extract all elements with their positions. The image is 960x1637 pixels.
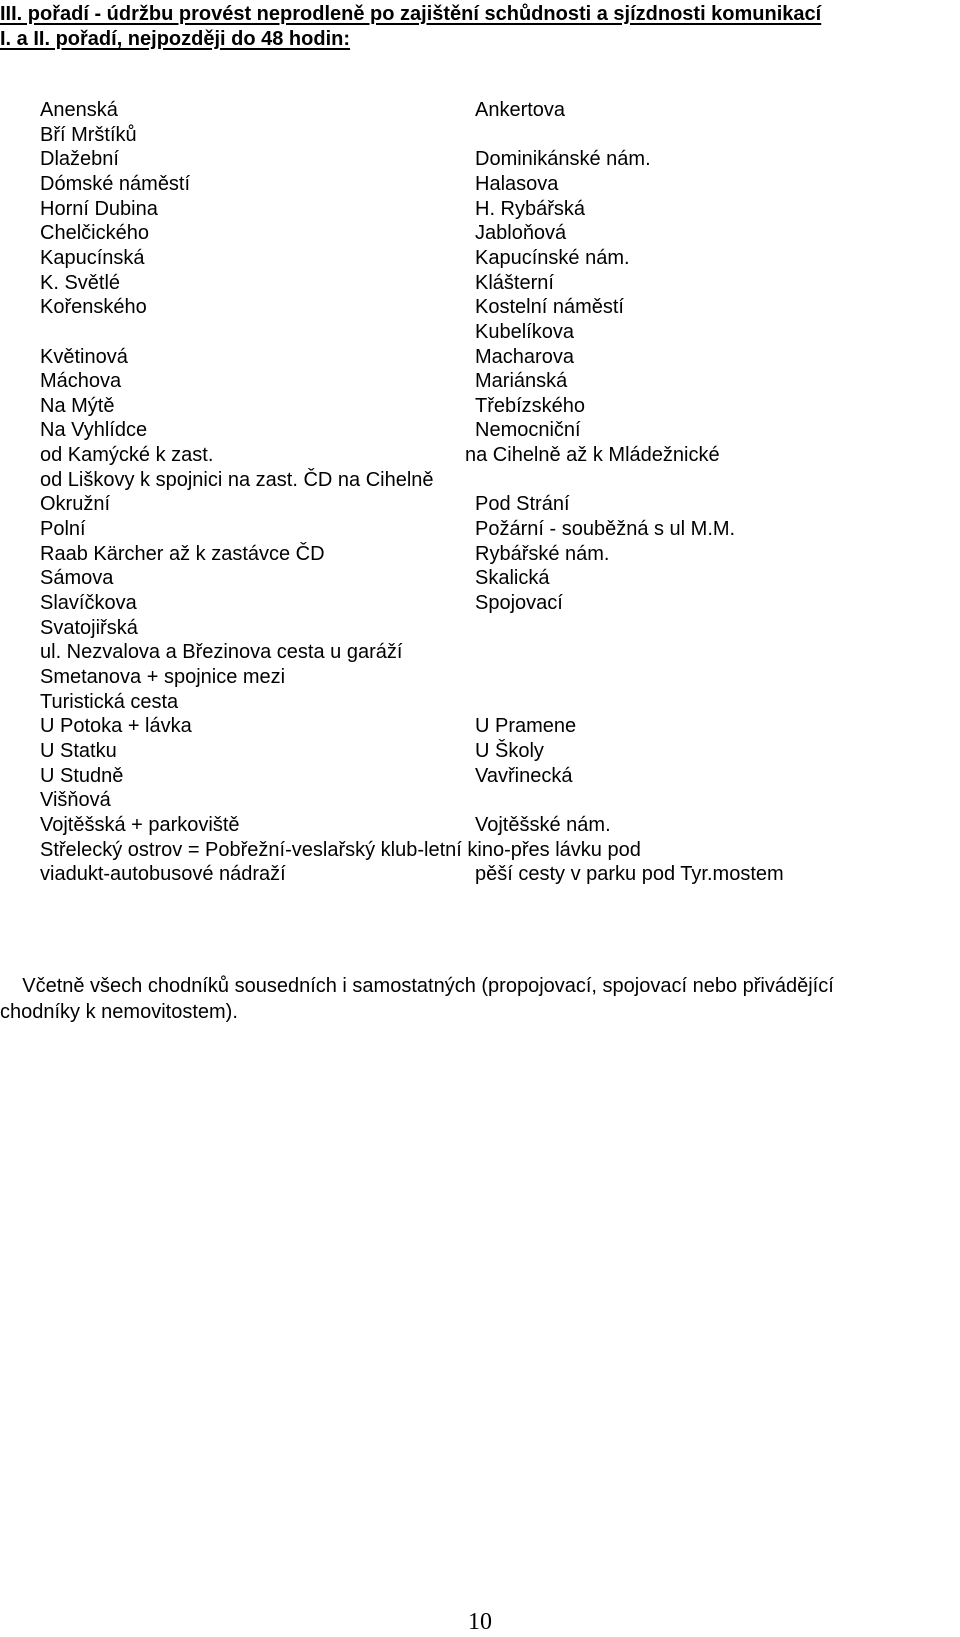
heading-line-1: III. pořadí - údržbu provést neprodleně po zajištění schůdnosti a sjízdnosti komunikací (0, 3, 822, 25)
street-left: Květinová (40, 345, 128, 368)
street-right: Rybářské nám. (475, 542, 610, 565)
street-left: Horní Dubina (40, 197, 158, 220)
street-right: Mariánská (475, 370, 568, 393)
street-row (0, 862, 960, 887)
street-right: pěší cesty v parku pod Tyr.mostem (475, 863, 784, 886)
street-left: Dómské náměstí (40, 172, 191, 195)
street-left: Máchova (40, 370, 122, 393)
street-row (0, 221, 960, 246)
street-row (0, 172, 960, 197)
street-row (0, 320, 960, 345)
street-row (0, 838, 960, 863)
street-right: Vojtěšské nám. (475, 813, 611, 836)
street-left: Smetanova + spojnice mezi (40, 665, 286, 688)
page-number: 10 (468, 1609, 492, 1635)
street-left: U Potoka + lávka (40, 715, 192, 738)
footnote (0, 973, 960, 1025)
street-row (0, 566, 960, 591)
street-left: Kořenského (40, 296, 147, 319)
street-right: Klášterní (475, 271, 554, 294)
street-right: Ankertova (475, 99, 566, 121)
street-right: Vavřinecká (475, 764, 573, 787)
street-left: Polní (40, 518, 86, 541)
street-left: od Kamýcké k zast. (40, 444, 214, 467)
street-right: Dominikánské nám. (475, 148, 651, 171)
street-left: ul. Nezvalova a Březinova cesta u garáží (40, 641, 403, 664)
street-row (0, 197, 960, 222)
street-row (0, 246, 960, 271)
street-left: Turistická cesta (40, 690, 179, 713)
street-row (0, 739, 960, 764)
street-row (0, 147, 960, 172)
street-row (0, 665, 960, 690)
street-left: Na Vyhlídce (40, 419, 148, 442)
street-left: Chelčického (40, 222, 149, 245)
street-row (0, 468, 960, 493)
street-left: Střelecký ostrov = Pobřežní-veslařský klub-letní kino-přes lávku pod (40, 838, 641, 861)
heading-line-2: I. a II. pořadí, nejpozději do 48 hodin: (0, 28, 351, 50)
street-left: od Liškovy k spojnici na zast. ČD na Cihelně (40, 468, 434, 491)
street-right: Spojovací (475, 592, 563, 614)
street-left: Vojtěšská + parkoviště (40, 813, 240, 836)
street-right: Jabloňová (475, 222, 567, 245)
street-row (0, 271, 960, 296)
street-row (0, 345, 960, 370)
street-left: U Studně (40, 764, 124, 787)
street-right: Kostelní náměstí (475, 296, 624, 319)
street-left: Bří Mrštíků (40, 123, 137, 146)
street-left: Kapucínská (40, 246, 145, 269)
street-row (0, 123, 960, 148)
street-right: U Pramene (475, 715, 577, 738)
street-right: Halasova (475, 172, 559, 195)
street-row (0, 640, 960, 665)
street-right: H. Rybářská (475, 197, 586, 220)
street-row (0, 714, 960, 739)
street-row (0, 295, 960, 320)
street-row (0, 517, 960, 542)
street-left: Svatojiřská (40, 616, 138, 639)
street-row (0, 369, 960, 394)
street-right: Macharova (475, 345, 574, 368)
street-right: Pod Strání (475, 493, 570, 516)
street-row (0, 443, 960, 468)
street-right: Kubelíkova (475, 320, 574, 343)
street-left: Okružní (40, 493, 111, 516)
footnote-line-2: chodníky k nemovitostem). (0, 1001, 238, 1023)
street-left: U Statku (40, 739, 117, 762)
street-row (0, 591, 960, 616)
street-left: Slavíčkova (40, 592, 137, 614)
street-right: Kapucínské nám. (475, 246, 630, 269)
street-row (0, 418, 960, 443)
street-right: Nemocniční (475, 419, 581, 442)
street-left: Višňová (40, 789, 111, 812)
street-row (0, 690, 960, 715)
street-right: Třebízského (475, 394, 586, 417)
street-row (0, 616, 960, 641)
footnote-line-1: Včetně všech chodníků sousedních i samostatných (propojovací, spojovací nebo přivádějící (0, 975, 834, 997)
section-heading (0, 2, 960, 52)
street-right: U Školy (475, 739, 544, 762)
street-left: Sámova (40, 567, 114, 590)
street-left: Raab Kärcher až k zastávce ČD (40, 542, 325, 565)
street-left: viadukt-autobusové nádraží (40, 863, 286, 886)
street-left: Na Mýtě (40, 394, 115, 417)
street-left: Anenská (40, 99, 118, 121)
street-row (0, 492, 960, 517)
street-right: Skalická (475, 567, 550, 590)
street-row (0, 764, 960, 789)
street-row (0, 788, 960, 813)
street-row (0, 813, 960, 838)
street-right: Požární - souběžná s ul M.M. (475, 518, 736, 541)
street-right: na Cihelně až k Mládežnické (465, 444, 720, 467)
street-left: Dlažební (40, 148, 119, 171)
street-row (0, 98, 960, 123)
street-left: K. Světlé (40, 271, 121, 294)
street-row (0, 542, 960, 567)
street-row (0, 394, 960, 419)
